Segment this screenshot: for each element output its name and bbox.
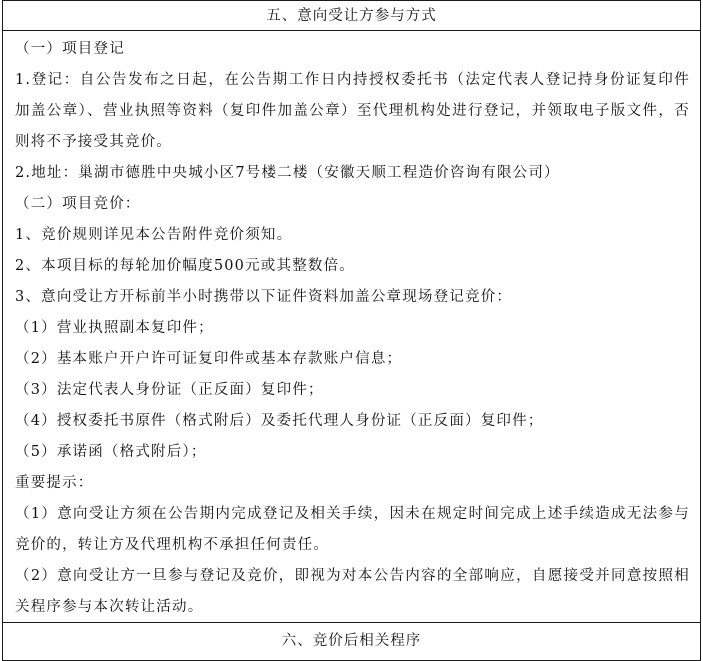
address-paragraph: 2.地址：巢湖市德胜中央城小区7号楼二楼（安徽天顺工程造价咨询有限公司）: [15, 165, 560, 181]
document-item-5: （5）承诺函（格式附后）；: [15, 444, 207, 460]
project-bidding-heading: （二）项目竞价：: [15, 196, 141, 212]
section-6-title: 六、竞价后相关程序: [3, 622, 700, 660]
project-registration-heading: （一）项目登记: [15, 41, 125, 57]
section-5-body: [3, 30, 700, 622]
bidding-rule-2: 2、本项目标的每轮加价幅度500元或其整数倍。: [15, 258, 355, 274]
section-5-title: 五、意向受让方参与方式: [3, 0, 700, 30]
registration-paragraph: 1.登记：自公告发布之日起，在公告期工作日内持授权委托书（法定代表人登记持身份证复印件加盖公章）、营业执照等资料（复印件加盖公章）至代理机构处进行登记，并领取电子版文件，否则将不予接受其竞价。: [15, 72, 690, 150]
important-notice-1: （1）意向受让方须在公告期内完成登记及相关手续，因未在规定时间完成上述手续造成无法参与竞价的，转让方及代理机构不承担任何责任。: [15, 506, 690, 553]
bidding-rule-3: 3、意向受让方开标前半小时携带以下证件资料加盖公章现场登记竞价：: [15, 289, 513, 305]
document-item-1: （1）营业执照副本复印件；: [15, 320, 214, 336]
announcement-table: [2, 0, 701, 661]
important-notice-2: （2）意向受让方一旦参与登记及竞价，即视为对本公告内容的全部响应，自愿接受并同意按照相关程序参与本次转让活动。: [15, 568, 690, 615]
bidding-rule-1: 1、竞价规则详见本公告附件竞价须知。: [15, 227, 293, 243]
document-item-2: （2）基本账户开户许可证复印件或基本存款账户信息；: [15, 351, 403, 367]
document-item-4: （4）授权委托书原件（格式附后）及委托代理人身份证（正反面）复印件；: [15, 413, 544, 429]
document-item-3: （3）法定代表人身份证（正反面）复印件；: [15, 382, 324, 398]
important-notice-heading: 重要提示：: [15, 475, 94, 491]
